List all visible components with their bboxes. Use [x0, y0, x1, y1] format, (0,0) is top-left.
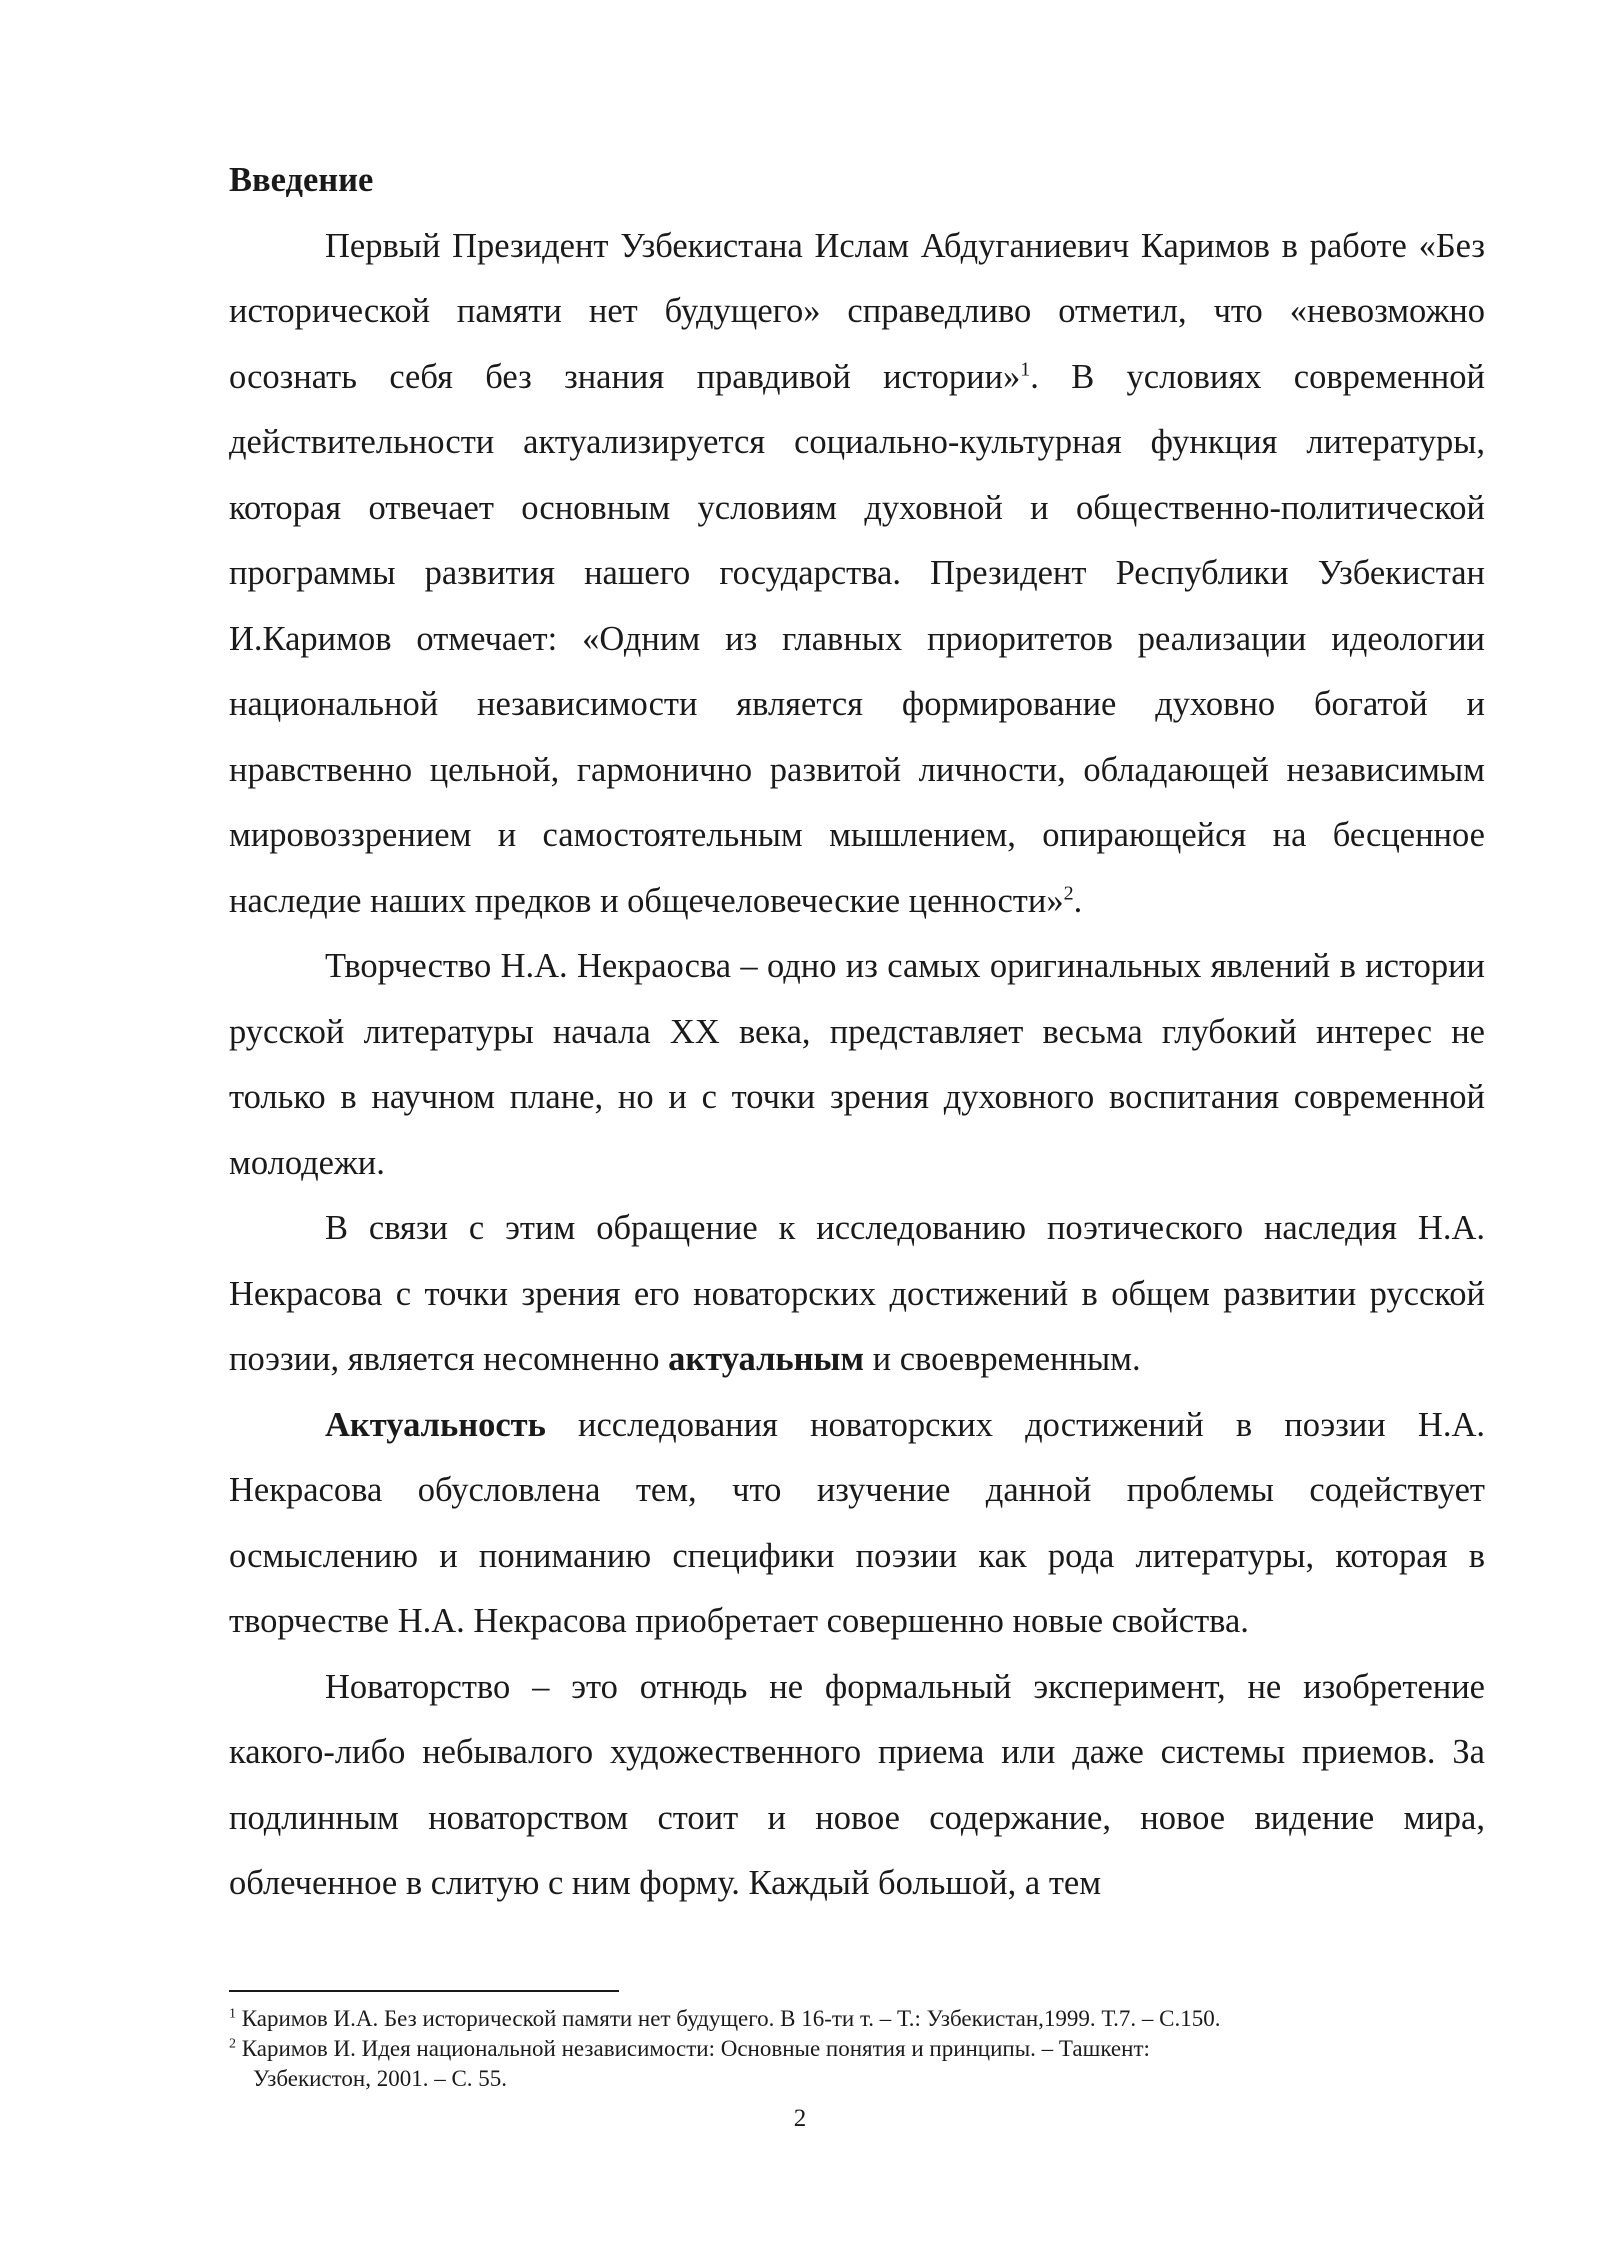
paragraph-3: [229, 1196, 1485, 1393]
footnote-ref-2[interactable]: 2: [1063, 882, 1074, 904]
paragraph-1-text-a: Первый Президент Узбекистана Ислам Абдуганиевич Каримов в работе «Без исторической памяти нет будущего» справедливо отметил, что «невозможно осознать себя без знания правдивой истории»: [229, 226, 1485, 396]
footnote-2-text: Каримов И. Идея национальной независимости: Основные понятия и принципы. – Ташкент:: [236, 2036, 1150, 2061]
paragraph-3-bold: актуальным: [668, 1340, 864, 1378]
paragraph-4: [229, 1393, 1485, 1655]
paragraph-1: [229, 214, 1485, 935]
paragraph-3-text-a: В связи с этим обращение к исследованию поэтического наследия Н.А. Некрасова с точки зрения его новаторских достижений в общем развитии русской поэзии, является несомненно: [229, 1209, 1485, 1378]
paragraph-4-bold: Актуальность: [325, 1405, 546, 1444]
footnote-2: [229, 2034, 1485, 2094]
paragraph-3-text-b: и своевременным.: [864, 1340, 1141, 1378]
paragraph-5: Новаторство – это отнюдь не формальный эксперимент, не изобретение какого-либо небывалого художественного приема или даже системы приемов. За подлинным новаторством стоит и новое содержание, новое видение мира, облеченное в слитую с ним форму. Каждый большой, а тем: [229, 1667, 1485, 1902]
footnote-1: [229, 2004, 1485, 2034]
footnote-ref-1[interactable]: 1: [1020, 358, 1031, 380]
footnote-1-text: Каримов И.А. Без исторической памяти нет будущего. В 16-ти т. – Т.: Узбекистан,1999. Т.7. – С.150.: [236, 2006, 1221, 2031]
footnote-2-mark: 2: [229, 2036, 236, 2052]
footnote-1-mark: 1: [229, 2006, 236, 2022]
paragraph-2: Творчество Н.А. Некраосва – одно из самых оригинальных явлений в истории русской литературы начала XX века, представляет весьма глубокий интерес не только в научном плане, но и с точки зрения духовного воспитания современной молодежи.: [229, 947, 1485, 1182]
page-number: 2: [793, 2105, 807, 2132]
footnote-separator: [229, 1990, 619, 1992]
footnotes: [229, 2004, 1485, 2094]
main-text: [229, 148, 1485, 1917]
paragraph-4-text: исследования новаторских достижений в поэзии Н.А. Некрасова обусловлена тем, что изучение данной проблемы содействует осмыслению и пониманию специфики поэзии как рода литературы, которая в творчестве Н.А. Некрасова приобретает совершенно новые свойства.: [229, 1405, 1485, 1640]
paragraph-1-text-b: . В условиях современной действительности актуализируется социально-культурная функция литературы, которая отвечает основным условиям духовной и общественно-политической программы развития нашего государства. Президент Республики Узбекистан И.Каримов отмечает: «Одним из главных приоритетов реализации идеологии национальной независимости является формирование духовно богатой и нравственно цельной, гармонично развитой личности, обладающей независимым мировоззрением и самостоятельным мышлением, опирающейся на бесценное наследие наших предков и общечеловеческие ценности»: [229, 357, 1485, 920]
footnote-2-continuation: Узбекистон, 2001. – С. 55.: [253, 2066, 508, 2091]
paragraph-1-text-c: .: [1073, 881, 1083, 920]
section-heading: Введение: [229, 161, 374, 199]
